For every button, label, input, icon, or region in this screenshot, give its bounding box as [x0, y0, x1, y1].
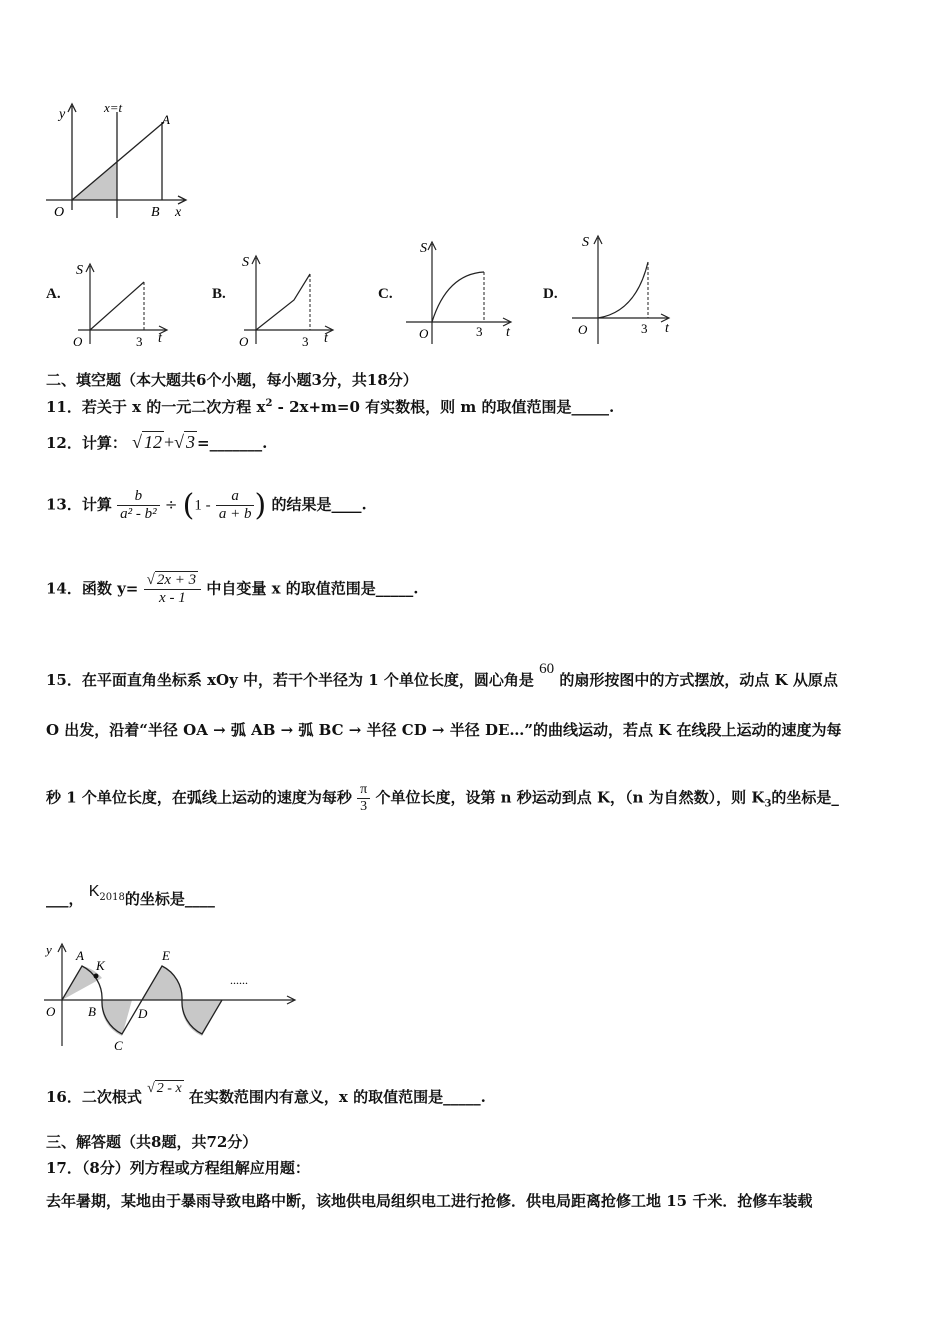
q14-num-wrap: √ 2x + 3 — [144, 572, 202, 590]
sector-next — [182, 1000, 222, 1036]
q14-fraction — [144, 572, 202, 607]
line-label: x=t — [104, 100, 123, 115]
o-label: O — [578, 322, 588, 337]
sector-de — [142, 966, 182, 1000]
q16-prefix: 16．二次根式 — [46, 1088, 142, 1106]
d-label: D — [138, 1006, 148, 1021]
q15-line1-b: 的扇形按图中的方式摆放，动点 K 从原点 — [559, 671, 838, 689]
t-label: t — [158, 331, 162, 346]
q14-num: 2x + 3 — [156, 572, 197, 588]
q13-fraction-2 — [216, 488, 255, 523]
graph-curve — [598, 262, 648, 318]
q13-div: ÷ — [164, 495, 178, 514]
q15-degree: 60 — [539, 661, 555, 677]
q14-den: x - 1 — [159, 590, 186, 606]
q14-suffix: 中自变量 x 的取值范围是_____. — [206, 579, 419, 598]
t-label: t — [324, 331, 328, 346]
q15-line4-b: 的坐标是____ — [124, 890, 215, 908]
point-k — [94, 974, 99, 979]
q13-num1: b — [117, 488, 160, 506]
tick-label: 3 — [476, 324, 483, 339]
q15-line3-a: 秒 1 个单位长度，在弧线上运动的速度为每秒 — [46, 788, 352, 807]
s-label: S — [242, 255, 249, 270]
q11-text-a: 11．若关于 x 的一元二次方程 x — [46, 398, 266, 416]
q13-den2: a + b — [218, 506, 252, 522]
question-13: 13．计算 $\frac{b}{\text{a² - b²}}$ ÷ (1 - $\frac{a}{a + b}$ ) 的结果是____. — [46, 488, 367, 523]
option-b-letter: B. — [212, 286, 226, 302]
q15-line1-a: 15．在平面直角坐标系 xOy 中，若干个半径为 1 个单位长度，圆心角是 — [46, 671, 534, 689]
a-label: A — [162, 112, 170, 127]
q13-den1: a² - b² — [120, 506, 157, 522]
graph-curve — [432, 272, 484, 322]
q16-suffix: 在实数范围内有意义，x 的取值范围是_____. — [188, 1088, 486, 1106]
q13-suffix: 的结果是____. — [271, 495, 367, 514]
question-17-line-2: 去年暑期，某地由于暴雨导致电路中断，该地供电局组织电工进行抢修．供电局距离抢修工地 15 千米．抢修车装载 — [46, 1192, 813, 1210]
wave-figure — [40, 938, 302, 1054]
o-label: O — [419, 326, 429, 341]
option-b-graph — [234, 250, 344, 350]
q12-radicand-1: 12 — [144, 432, 162, 452]
q15-sub3: 3 — [764, 798, 772, 810]
question-11 — [46, 396, 614, 417]
segment-oa — [72, 122, 164, 200]
k-label: K — [96, 958, 105, 973]
question-15-line-3 — [46, 782, 839, 815]
s-label: S — [420, 241, 427, 256]
q15-k: K — [88, 883, 100, 900]
option-c-letter: C. — [378, 286, 393, 302]
tick-label: 3 — [136, 334, 143, 349]
y-label: y — [59, 107, 66, 122]
section3-header: 三、解答题（共8题，共72分） — [46, 1133, 258, 1151]
o-label: O — [54, 205, 65, 220]
option-c-graph — [402, 236, 522, 348]
question-15-line-1 — [46, 661, 838, 690]
question-15-line-2: O 出发，沿着“半径 OA → 弧 AB → 弧 BC → 半径 CD → 半径 DE…”的曲线运动，若点 K 在线段上运动的速度为每 — [46, 721, 842, 739]
o-label: O — [239, 334, 249, 349]
q11-sup: 2 — [265, 398, 273, 409]
tick-label: 3 — [641, 321, 648, 336]
q12-prefix: 12．计算： — [46, 434, 127, 452]
q15-pi-fraction — [357, 782, 370, 815]
q13-prefix: 13．计算 — [46, 495, 112, 514]
y-label: y — [46, 942, 52, 957]
tick-label: 3 — [302, 334, 309, 349]
q13-one: 1 - — [194, 497, 211, 514]
q12-radicand-2: 3 — [186, 432, 196, 452]
question-15-line-4 — [46, 883, 215, 909]
q15-sub2018: 2018 — [99, 892, 125, 903]
c-label: C — [114, 1038, 123, 1053]
e-label: E — [162, 948, 170, 963]
a-label: A — [76, 948, 84, 963]
option-d-graph — [568, 230, 680, 348]
q12-plus: + — [164, 432, 175, 452]
graph-line — [256, 274, 310, 330]
q16-radicand: 2 - x — [156, 1081, 182, 1096]
continuation-dots: ...... — [230, 973, 248, 987]
question-14 — [46, 572, 419, 607]
x-label: x — [175, 205, 182, 220]
q11-text-b: - 2x+m=0 有实数根，则 m 的取值范围是_____. — [272, 398, 615, 416]
section2-header: 二、填空题（本大题共6个小题，每小题3分，共18分） — [46, 371, 418, 389]
o-label: O — [73, 334, 83, 349]
option-a-graph — [68, 258, 178, 350]
option-a-letter: A. — [46, 286, 61, 302]
top-figure — [40, 98, 200, 228]
q15-pi: π — [360, 782, 368, 797]
question-17-line-1: 17．（8分）列方程或方程组解应用题： — [46, 1159, 310, 1177]
o-label: O — [46, 1004, 56, 1019]
q12-suffix: =_______. — [197, 434, 268, 452]
q15-line3-b: 个单位长度，设第 n 秒运动到点 K，（n 为自然数），则 K — [375, 788, 765, 807]
b-label: B — [151, 205, 160, 220]
graph-line — [90, 282, 144, 330]
t-label: t — [665, 321, 669, 336]
question-16: 16．二次根式 √ 2 - x 在实数范围内有意义，x 的取值范围是_____. — [46, 1081, 486, 1106]
s-label: S — [582, 235, 589, 250]
q15-line4-a: ___， — [46, 890, 84, 908]
q15-line3-c: 的坐标是_ — [771, 788, 839, 807]
q13-fraction-1 — [117, 488, 160, 523]
option-d-letter: D. — [543, 286, 558, 302]
q13-num2: a — [216, 488, 255, 506]
b-label: B — [88, 1004, 96, 1019]
q15-three: 3 — [357, 798, 370, 815]
question-12: 12．计算： √ 12 +√ 3 =_______. — [46, 432, 268, 452]
q14-prefix: 14．函数 y= — [46, 579, 139, 598]
s-label: S — [76, 263, 83, 278]
t-label: t — [506, 325, 510, 340]
